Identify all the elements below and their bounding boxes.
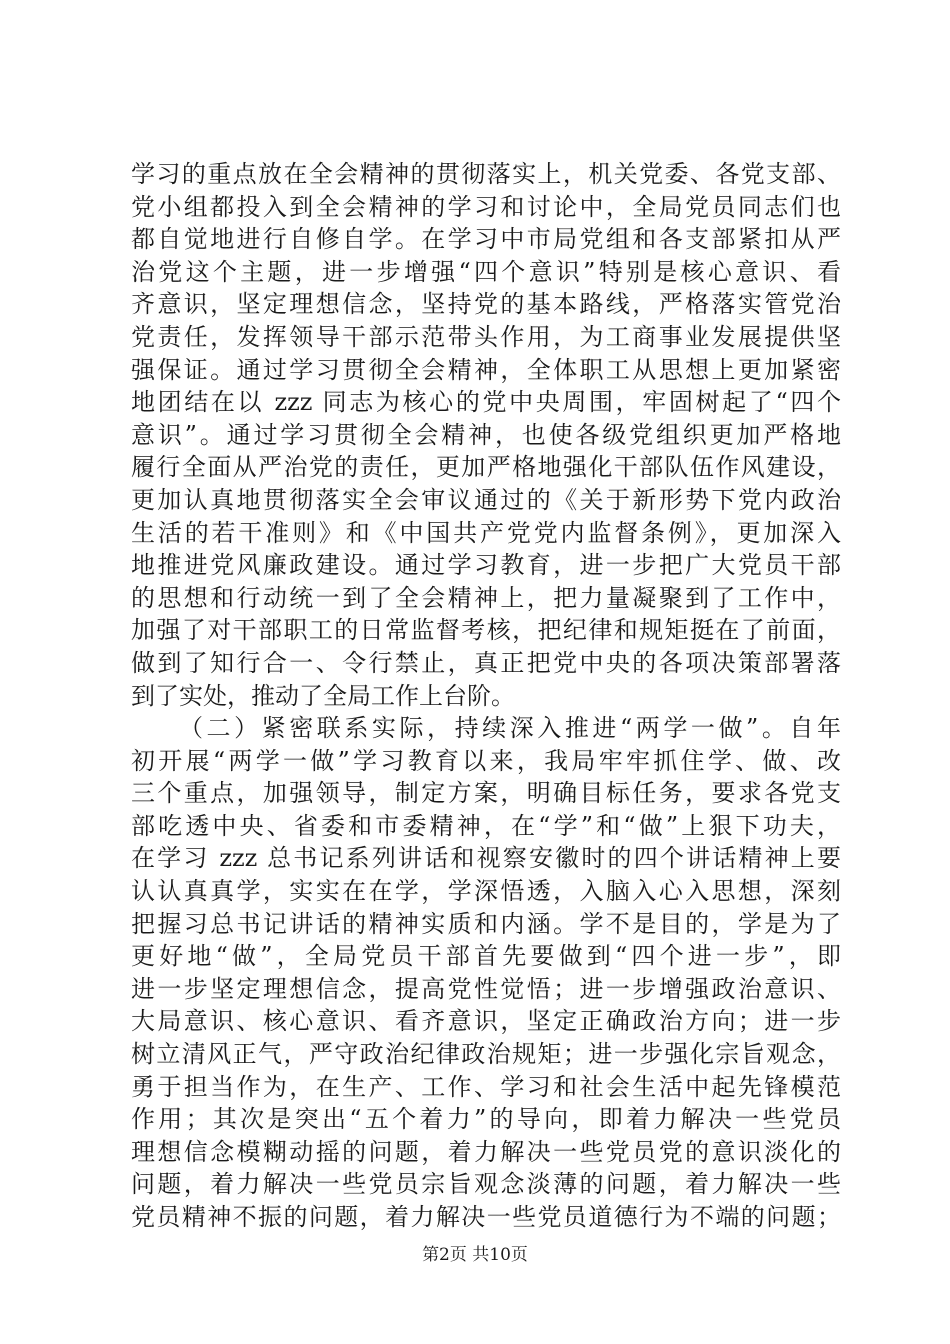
text-line: 三个重点，加强领导，制定方案，明确目标任务，要求各党支 xyxy=(131,779,841,808)
text-line: 把握习总书记讲话的精神实质和内涵。学不是目的，学是为了 xyxy=(131,909,841,938)
text-line: 勇于担当作为，在生产、工作、学习和社会生活中起先锋模范 xyxy=(131,1072,841,1101)
text-line: 生活的若干准则》和《中国共产党党内监督条例》，更加深入 xyxy=(131,518,841,547)
text-line: 树立清风正气，严守政治纪律政治规矩；进一步强化宗旨观念， xyxy=(131,1040,841,1069)
text-line: 问题，着力解决一些党员宗旨观念淡薄的问题，着力解决一些 xyxy=(131,1170,841,1199)
text-line: 党责任，发挥领导干部示范带头作用，为工商事业发展提供坚 xyxy=(131,322,841,351)
text-line: 意识”。通过学习贯彻全会精神，也使各级党组织更加严格地 xyxy=(131,420,841,449)
text-line: 地团结在以 zzz 同志为核心的党中央周围，牢固树起了“四个 xyxy=(131,388,841,417)
text-line: 更加认真地贯彻落实全会审议通过的《关于新形势下党内政治 xyxy=(131,485,841,514)
text-line: 理想信念模糊动摇的问题，着力解决一些党员党的意识淡化的 xyxy=(131,1137,841,1166)
text-line: 党小组都投入到全会精神的学习和讨论中，全局党员同志们也 xyxy=(131,192,841,221)
page-number-footer: 第2页 共10页 xyxy=(422,1245,528,1265)
text-line: 履行全面从严治党的责任，更加严格地强化干部队伍作风建设， xyxy=(131,453,841,482)
text-line: 党员精神不振的问题，着力解决一些党员道德行为不端的问题； xyxy=(131,1203,841,1231)
text-line: 进一步坚定理想信念，提高党性觉悟；进一步增强政治意识、 xyxy=(131,974,841,1003)
text-line: （二）紧密联系实际，持续深入推进“两学一做”。自年 xyxy=(179,714,841,743)
text-line: 学习的重点放在全会精神的贯彻落实上，机关党委、各党支部、 xyxy=(131,160,841,188)
text-line: 作用；其次是突出“五个着力”的导向，即着力解决一些党员 xyxy=(131,1105,841,1134)
text-line: 强保证。通过学习贯彻全会精神，全体职工从思想上更加紧密 xyxy=(131,355,841,384)
text-line: 初开展“两学一做”学习教育以来，我局牢牢抓住学、做、改 xyxy=(131,746,841,775)
text-line: 认认真真学，实实在在学，学深悟透，入脑入心入思想，深刻 xyxy=(131,877,841,906)
text-line: 做到了知行合一、令行禁止，真正把党中央的各项决策部署落 xyxy=(131,648,841,677)
text-line: 齐意识，坚定理想信念，坚持党的基本路线，严格落实管党治 xyxy=(131,290,841,319)
text-line: 到了实处，推动了全局工作上台阶。 xyxy=(131,681,515,710)
text-line: 在学习 zzz 总书记系列讲话和视察安徽时的四个讲话精神上要 xyxy=(131,844,841,873)
text-line: 加强了对干部职工的日常监督考核，把纪律和规矩挺在了前面， xyxy=(131,616,841,645)
text-line: 部吃透中央、省委和市委精神，在“学”和“做”上狠下功夫， xyxy=(131,811,841,840)
text-line: 都自觉地进行自修自学。在学习中市局党组和各支部紧扣从严 xyxy=(131,225,841,254)
document-body xyxy=(131,158,841,1234)
text-line: 大局意识、核心意识、看齐意识，坚定正确政治方向；进一步 xyxy=(131,1007,841,1036)
paragraph-2 xyxy=(131,712,841,1234)
text-line: 治党这个主题，进一步增强“四个意识”特别是核心意识、看 xyxy=(131,257,841,286)
text-line: 地推进党风廉政建设。通过学习教育，进一步把广大党员干部 xyxy=(131,551,841,580)
paragraph-1 xyxy=(131,158,841,712)
text-line: 更好地“做”，全局党员干部首先要做到“四个进一步”，即 xyxy=(131,942,841,971)
text-line: 的思想和行动统一到了全会精神上，把力量凝聚到了工作中， xyxy=(131,583,841,612)
